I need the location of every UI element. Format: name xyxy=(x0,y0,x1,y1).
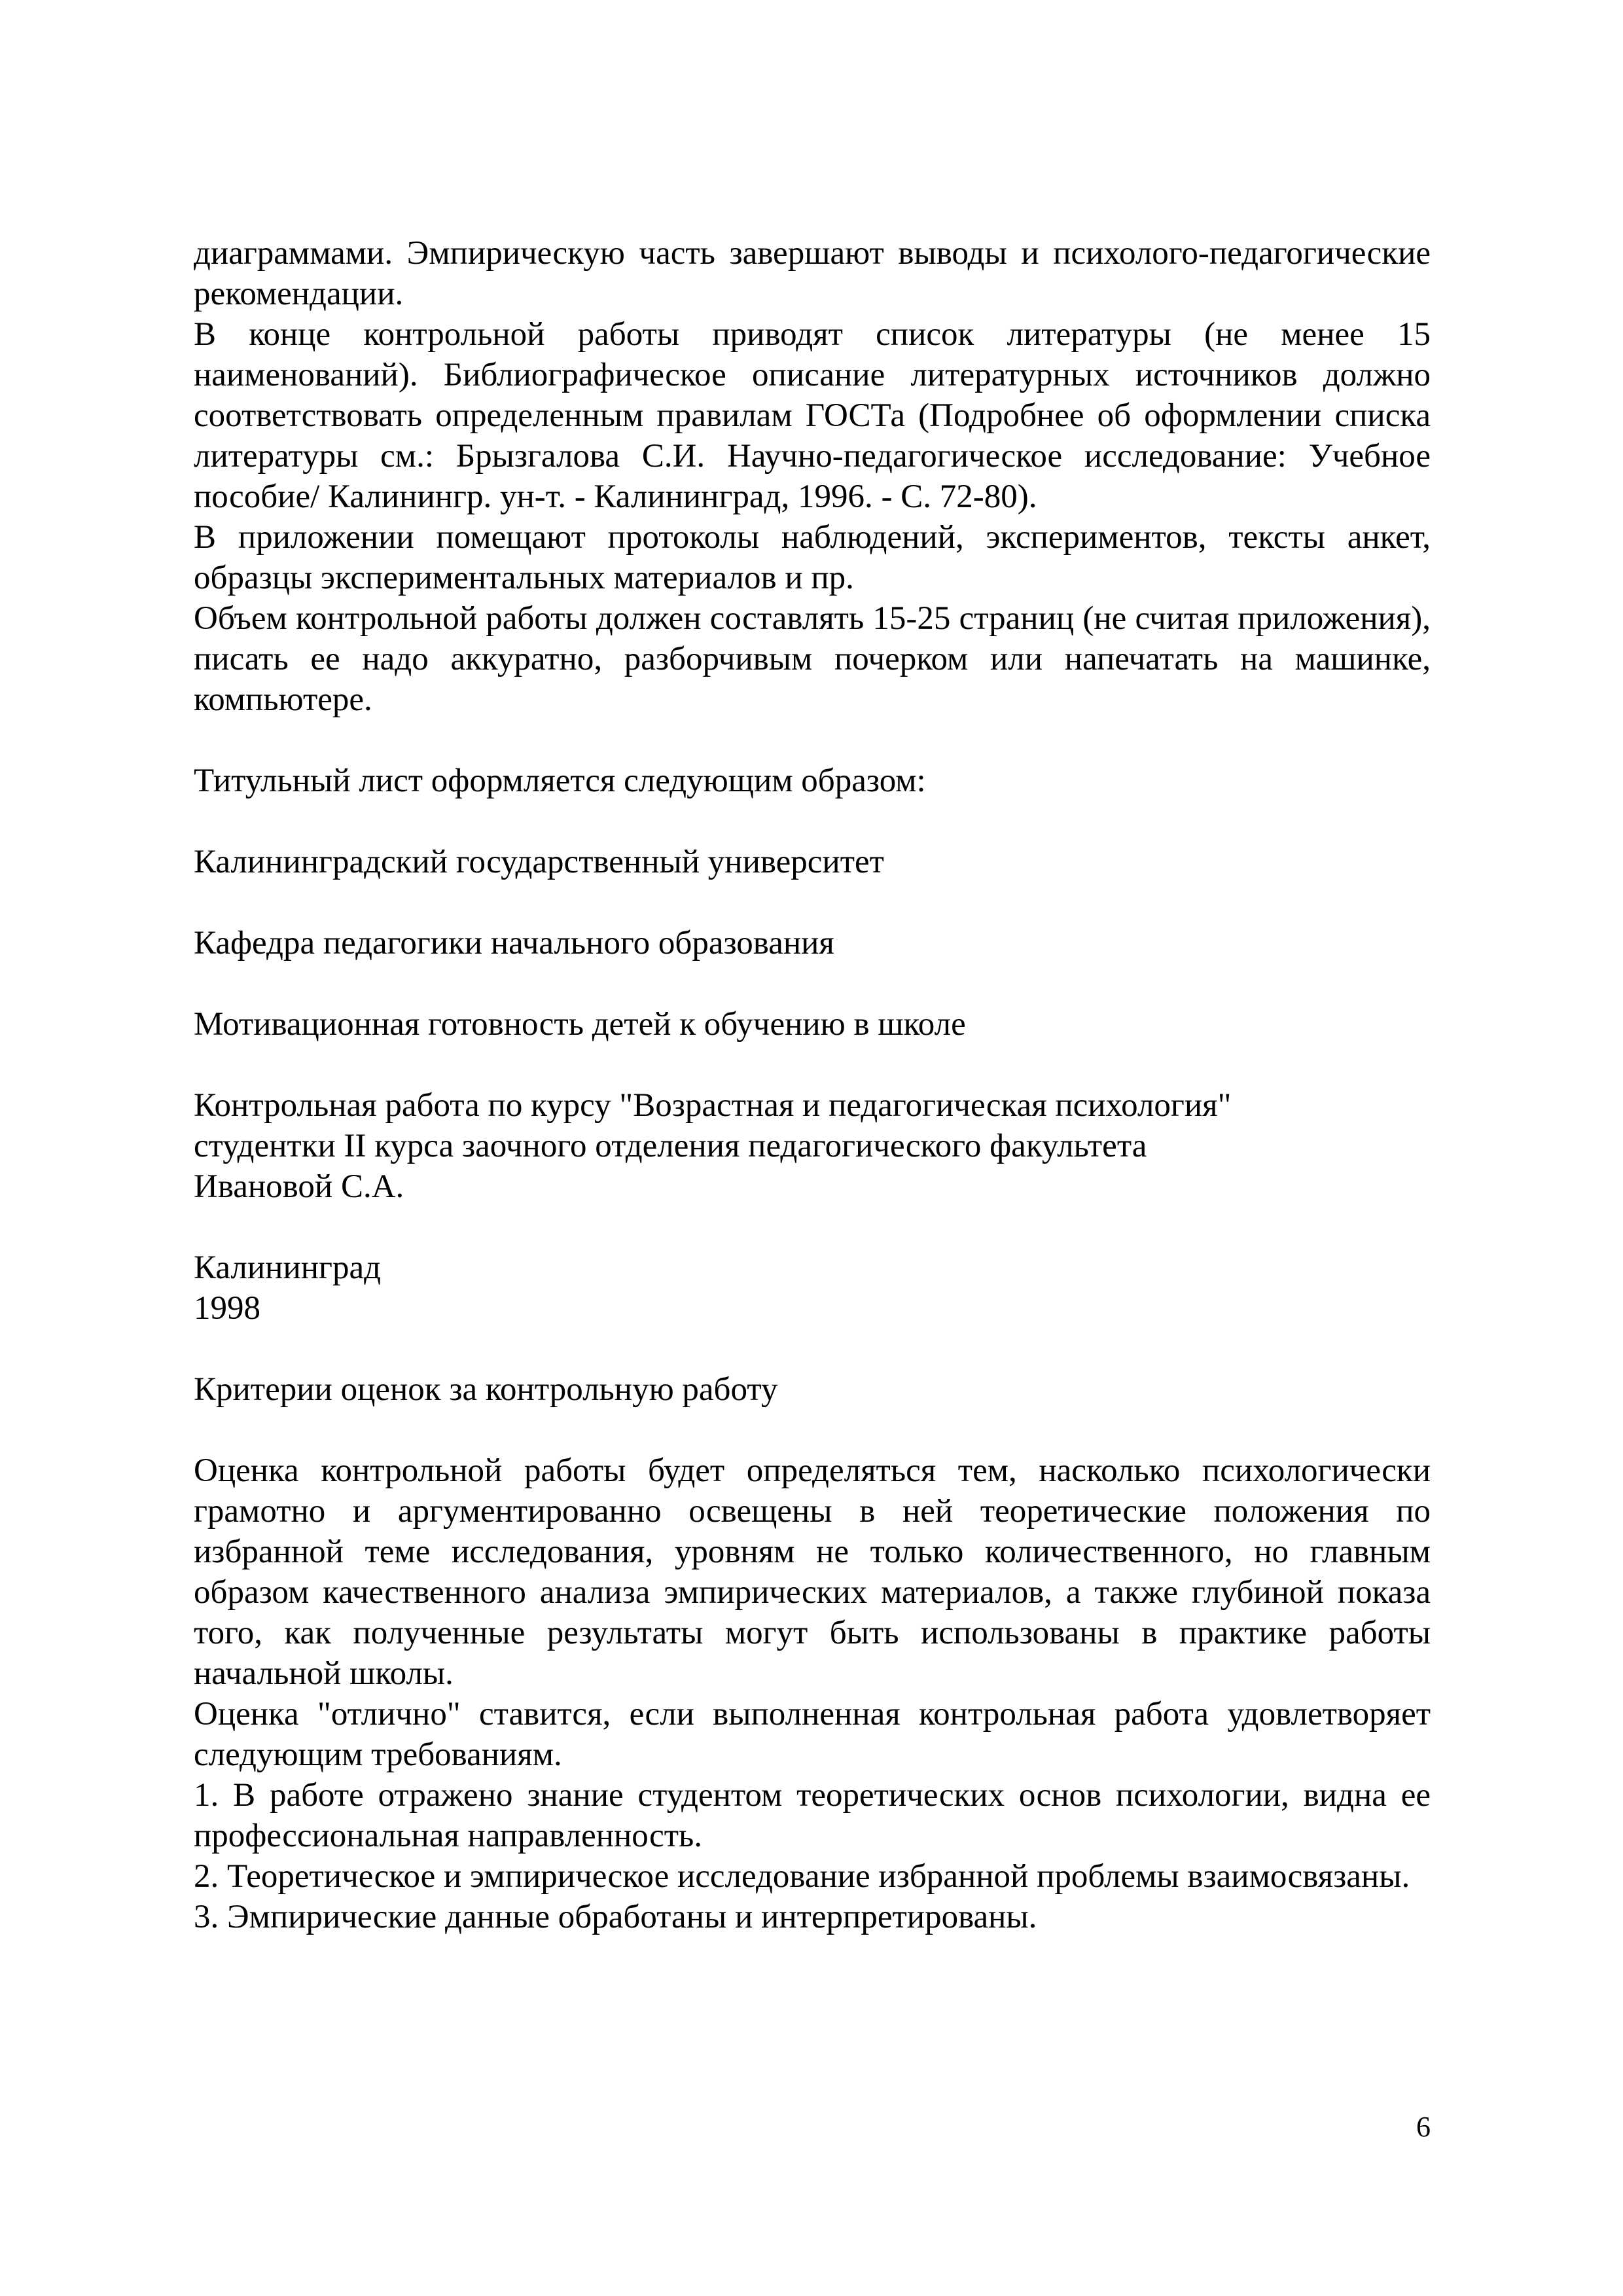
paragraph-assessment: Оценка контрольной работы будет определяться тем, насколько психологически грамотно и аргументированно освещены в ней теоретические положения по избранной теме исследования, уровням не только количественного, но главным образом качественного анализа эмпирических материалов, а также глубиной показа того, как полученные результаты могут быть использованы в практике работы начальной школы. xyxy=(194,1452,1431,1692)
title-page-department: Кафедра педагогики начального образования xyxy=(194,925,834,961)
title-page-year: 1998 xyxy=(194,1290,260,1327)
title-page-topic: Мотивационная готовность детей к обучению в школе xyxy=(194,1006,966,1043)
title-page-student-name: Ивановой С.А. xyxy=(194,1168,404,1205)
criterion-2: 2. Теоретическое и эмпирическое исследование избранной проблемы взаимосвязаны. xyxy=(194,1858,1410,1895)
page-content xyxy=(194,233,1431,1937)
title-page-work-line: Контрольная работа по курсу "Возрастная и педагогическая психология" xyxy=(194,1087,1232,1124)
title-page-intro: Титульный лист оформляется следующим образом: xyxy=(194,762,926,799)
criterion-3: 3. Эмпирические данные обработаны и интерпретированы. xyxy=(194,1899,1037,1935)
title-page-work-block xyxy=(194,1085,1431,1207)
paragraph-appendix: В приложении помещают протоколы наблюдений, экспериментов, тексты анкет, образцы экспериментальных материалов и пр. xyxy=(194,519,1431,596)
paragraph-empirical-conclusion: диаграммами. Эмпирическую часть завершают выводы и психолого-педагогические рекомендации. xyxy=(194,235,1431,312)
title-page-student-line: студентки II курса заочного отделения педагогического факультета xyxy=(194,1128,1147,1164)
paragraph-volume: Объем контрольной работы должен составлять 15-25 страниц (не считая приложения), писать ее надо аккуратно, разборчивым почерком или напечатать на машинке, компьютере. xyxy=(194,600,1431,718)
paragraph-bibliography: В конце контрольной работы приводят список литературы (не менее 15 наименований). Библиографическое описание литературных источников должно соответствовать определенным правилам ГОСТа (Подробнее об оформлении списка литературы см.: Брызгалова С.И. Научно-педагогическое исследование: Учебное пособие/ Калинингр. ун-т. - Калининград, 1996. - С. 72-80). xyxy=(194,316,1431,515)
criterion-1: 1. В работе отражено знание студентом теоретических основ психологии, видна ее профессиональная направленность. xyxy=(194,1777,1431,1854)
criteria-heading: Критерии оценок за контрольную работу xyxy=(194,1371,778,1408)
paragraph-excellent-grade: Оценка "отлично" ставится, если выполненная контрольная работа удовлетворяет следующим требованиям. xyxy=(194,1696,1431,1773)
title-page-city-year xyxy=(194,1247,1431,1329)
title-page-university: Калининградский государственный университет xyxy=(194,844,884,880)
page-number: 6 xyxy=(1416,2111,1431,2143)
title-page-city: Калининград xyxy=(194,1249,382,1286)
